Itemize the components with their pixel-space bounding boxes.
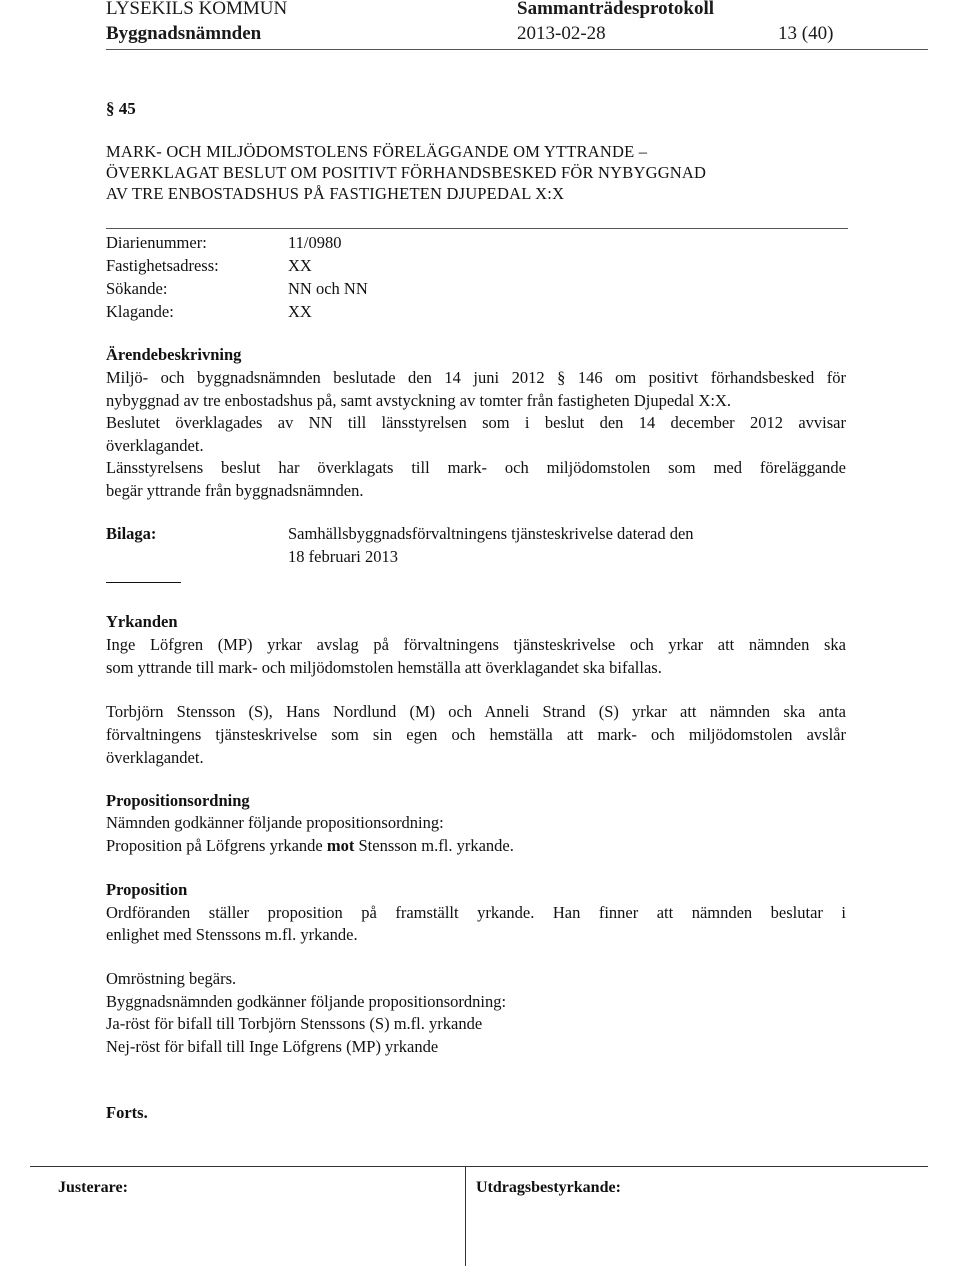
header-date: 2013-02-28 xyxy=(517,23,606,44)
yrkanden-p1-line-1: Inge Löfgren (MP) yrkar avslag på förvaltningens tjänsteskrivelse och yrkar att nämnden ska xyxy=(106,635,846,654)
footer-justerare: Justerare: xyxy=(58,1179,128,1196)
yrkanden-heading: Yrkanden xyxy=(106,612,178,631)
header-page-number: 13 (40) xyxy=(778,23,834,44)
omrostning-line-1: Omröstning begärs. xyxy=(106,969,237,988)
propositionsordning-line-2 xyxy=(106,834,514,857)
header-rule xyxy=(106,49,928,50)
title-rule xyxy=(106,228,848,229)
arende-p1-line-1: Miljö- och byggnadsnämnden beslutade den 14 juni 2012 § 146 om positivt förhandsbesked för xyxy=(106,368,846,387)
forts-label: Forts. xyxy=(106,1103,148,1122)
arendebeskrivning-heading: Ärendebeskrivning xyxy=(106,345,242,364)
proposition-line-2: enlighet med Stenssons m.fl. yrkande. xyxy=(106,925,358,944)
proposition-heading: Proposition xyxy=(106,880,188,899)
footer-rule xyxy=(30,1166,928,1167)
field-value-diarienummer: 11/0980 xyxy=(288,233,342,252)
header-committee: Byggnadsnämnden xyxy=(106,23,262,44)
field-value-klagande: XX xyxy=(288,302,312,321)
footer-utdragsbestyrkande: Utdragsbestyrkande: xyxy=(476,1179,621,1196)
yrkanden-p2-line-3: överklagandet. xyxy=(106,748,204,767)
header-doc-type: Sammanträdesprotokoll xyxy=(517,0,715,19)
omrostning-line-2: Byggnadsnämnden godkänner följande propositionsordning: xyxy=(106,992,507,1011)
propositionsordning-line-1: Nämnden godkänner följande propositionsordning: xyxy=(106,813,444,832)
field-value-sokande: NN och NN xyxy=(288,279,368,298)
arende-p2-line-2: överklagandet. xyxy=(106,436,204,455)
omrostning-line-4: Nej-röst för bifall till Inge Löfgrens (MP) yrkande xyxy=(106,1037,439,1056)
arende-p3-line-1: Länsstyrelsens beslut har överklagats till mark- och miljödomstolen som med föreläggande xyxy=(106,458,846,477)
yrkanden-p2-line-2: förvaltningens tjänsteskrivelse som sin egen och hemställa att mark- och miljödomstolen avslår xyxy=(106,725,846,744)
section-title-line-2: ÖVERKLAGAT BESLUT OM POSITIVT FÖRHANDSBESKED FÖR NYBYGGNAD xyxy=(106,163,707,182)
arende-p3-line-2: begär yttrande från byggnadsnämnden. xyxy=(106,481,364,500)
yrkanden-p1-line-2: som yttrande till mark- och miljödomstolen hemställa att överklagandet ska bifallas. xyxy=(106,658,662,677)
bilaga-text-line-1: Samhällsbyggnadsförvaltningens tjänsteskrivelse daterad den xyxy=(288,524,694,543)
propositionsordning-line-2b: Stensson m.fl. yrkande. xyxy=(354,836,514,855)
arende-p2-line-1: Beslutet överklagades av NN till länsstyrelsen som i beslut den 14 december 2012 avvisar xyxy=(106,413,846,432)
propositionsordning-line-2a: Proposition på Löfgrens yrkande xyxy=(106,836,327,855)
header-org: LYSEKILS KOMMUN xyxy=(106,0,288,19)
field-label-diarienummer: Diarienummer: xyxy=(106,233,207,252)
arende-p1-line-2: nybyggnad av tre enbostadshus på, samt avstyckning av tomter från fastigheten Djupedal X:X. xyxy=(106,391,732,410)
field-label-fastighetsadress: Fastighetsadress: xyxy=(106,256,219,275)
footer-divider xyxy=(465,1166,466,1266)
section-number: § 45 xyxy=(106,99,136,118)
omrostning-line-3: Ja-röst för bifall till Torbjörn Stenssons (S) m.fl. yrkande xyxy=(106,1014,483,1033)
field-value-fastighetsadress: XX xyxy=(288,256,312,275)
bilaga-label: Bilaga: xyxy=(106,524,157,543)
field-label-sokande: Sökande: xyxy=(106,279,168,298)
section-title-line-1: MARK- OCH MILJÖDOMSTOLENS FÖRELÄGGANDE OM YTTRANDE – xyxy=(106,142,648,161)
bilaga-rule xyxy=(106,582,181,583)
propositionsordning-heading: Propositionsordning xyxy=(106,791,250,810)
proposition-line-1: Ordföranden ställer proposition på framställt yrkande. Han finner att nämnden beslutar i xyxy=(106,903,846,922)
propositionsordning-mot: mot xyxy=(326,836,355,855)
field-label-klagande: Klagande: xyxy=(106,302,174,321)
bilaga-text-line-2: 18 februari 2013 xyxy=(288,547,398,566)
yrkanden-p2-line-1: Torbjörn Stensson (S), Hans Nordlund (M) och Anneli Strand (S) yrkar att nämnden ska anta xyxy=(106,702,846,721)
section-title-line-3: AV TRE ENBOSTADSHUS PÅ FASTIGHETEN DJUPEDAL X:X xyxy=(106,184,565,203)
